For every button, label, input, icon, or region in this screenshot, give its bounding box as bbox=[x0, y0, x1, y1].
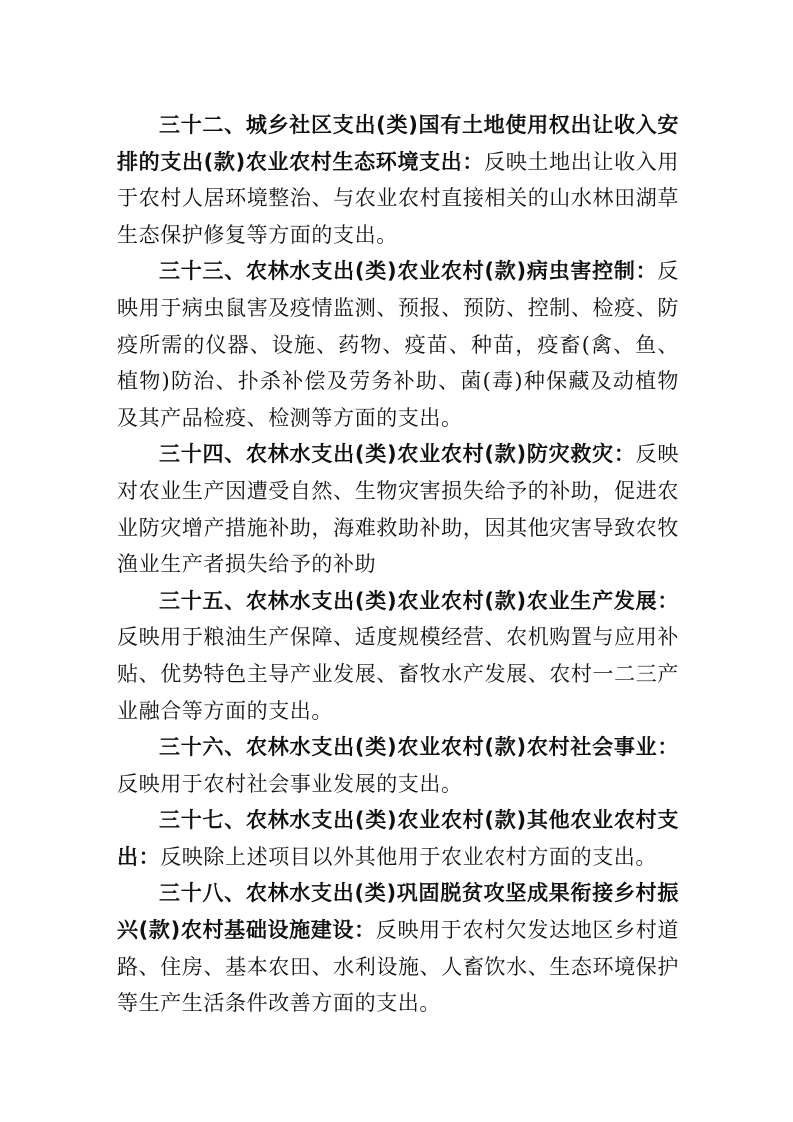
paragraph-body: 反映除上述项目以外其他用于农业农村方面的支出。 bbox=[160, 844, 658, 869]
paragraph-38 bbox=[117, 875, 679, 1021]
paragraph-body: 反映对农业生产因遭受自然、生物灾害损失给予的补助，促进农业防灾增产措施补助，海难救助补助，因其他灾害导致农牧渔业生产者损失给予的补助 bbox=[117, 442, 680, 577]
paragraph-heading: 三十七、农林水支出(类)农业农村(款)其他农业农村支出： bbox=[117, 808, 679, 869]
paragraph-heading: 三十三、农林水支出(类)农业农村(款)病虫害控制： bbox=[159, 259, 658, 284]
paragraph-heading: 三十六、农林水支出(类)农业农村(款)农村社会事业： bbox=[159, 735, 679, 760]
paragraph-32 bbox=[117, 107, 679, 253]
paragraph-33 bbox=[117, 253, 679, 436]
paragraph-heading: 三十八、农林水支出(类)巩固脱贫攻坚成果衔接乡村振兴(款)农村基础设施建设： bbox=[117, 881, 679, 943]
paragraph-heading: 三十二、城乡社区支出(类)国有土地使用权出让收入安排的支出(款)农业农村生态环境支出： bbox=[117, 113, 679, 174]
paragraph-body: 反映用于农村欠发达地区乡村道路、住房、基本农田、水利设施、人畜饮水、生态环境保护等生产生活条件改善方面的支出。 bbox=[117, 918, 679, 1016]
document-page bbox=[117, 107, 679, 1022]
paragraph-35 bbox=[117, 583, 679, 729]
paragraph-body: 反映用于农村社会事业发展的支出。 bbox=[117, 771, 463, 796]
paragraph-34 bbox=[117, 436, 679, 582]
paragraph-37 bbox=[117, 802, 679, 875]
paragraph-heading: 三十四、农林水支出(类)农业农村(款)防灾救灾： bbox=[159, 442, 636, 467]
paragraph-heading: 三十五、农林水支出(类)农业农村(款)农业生产发展： bbox=[159, 588, 679, 613]
paragraph-body: 反映用于病虫鼠害及疫情监测、预报、预防、控制、检疫、防疫所需的仪器、设施、药物、疫苗、种苗，疫畜(禽、鱼、植物)防治、扑杀补偿及劳务补助、菌(毒)种保藏及动植物及其产品检疫、检测等方面的支出。 bbox=[117, 259, 679, 430]
paragraph-body: 反映土地出让收入用于农村人居环境整治、与农业农村直接相关的山水林田湖草生态保护修复等方面的支出。 bbox=[117, 149, 679, 247]
paragraph-body: 反映用于粮油生产保障、适度规模经营、农机购置与应用补贴、优势特色主导产业发展、畜牧水产发展、农村一二三产业融合等方面的支出。 bbox=[117, 625, 679, 723]
paragraph-36 bbox=[117, 729, 679, 802]
